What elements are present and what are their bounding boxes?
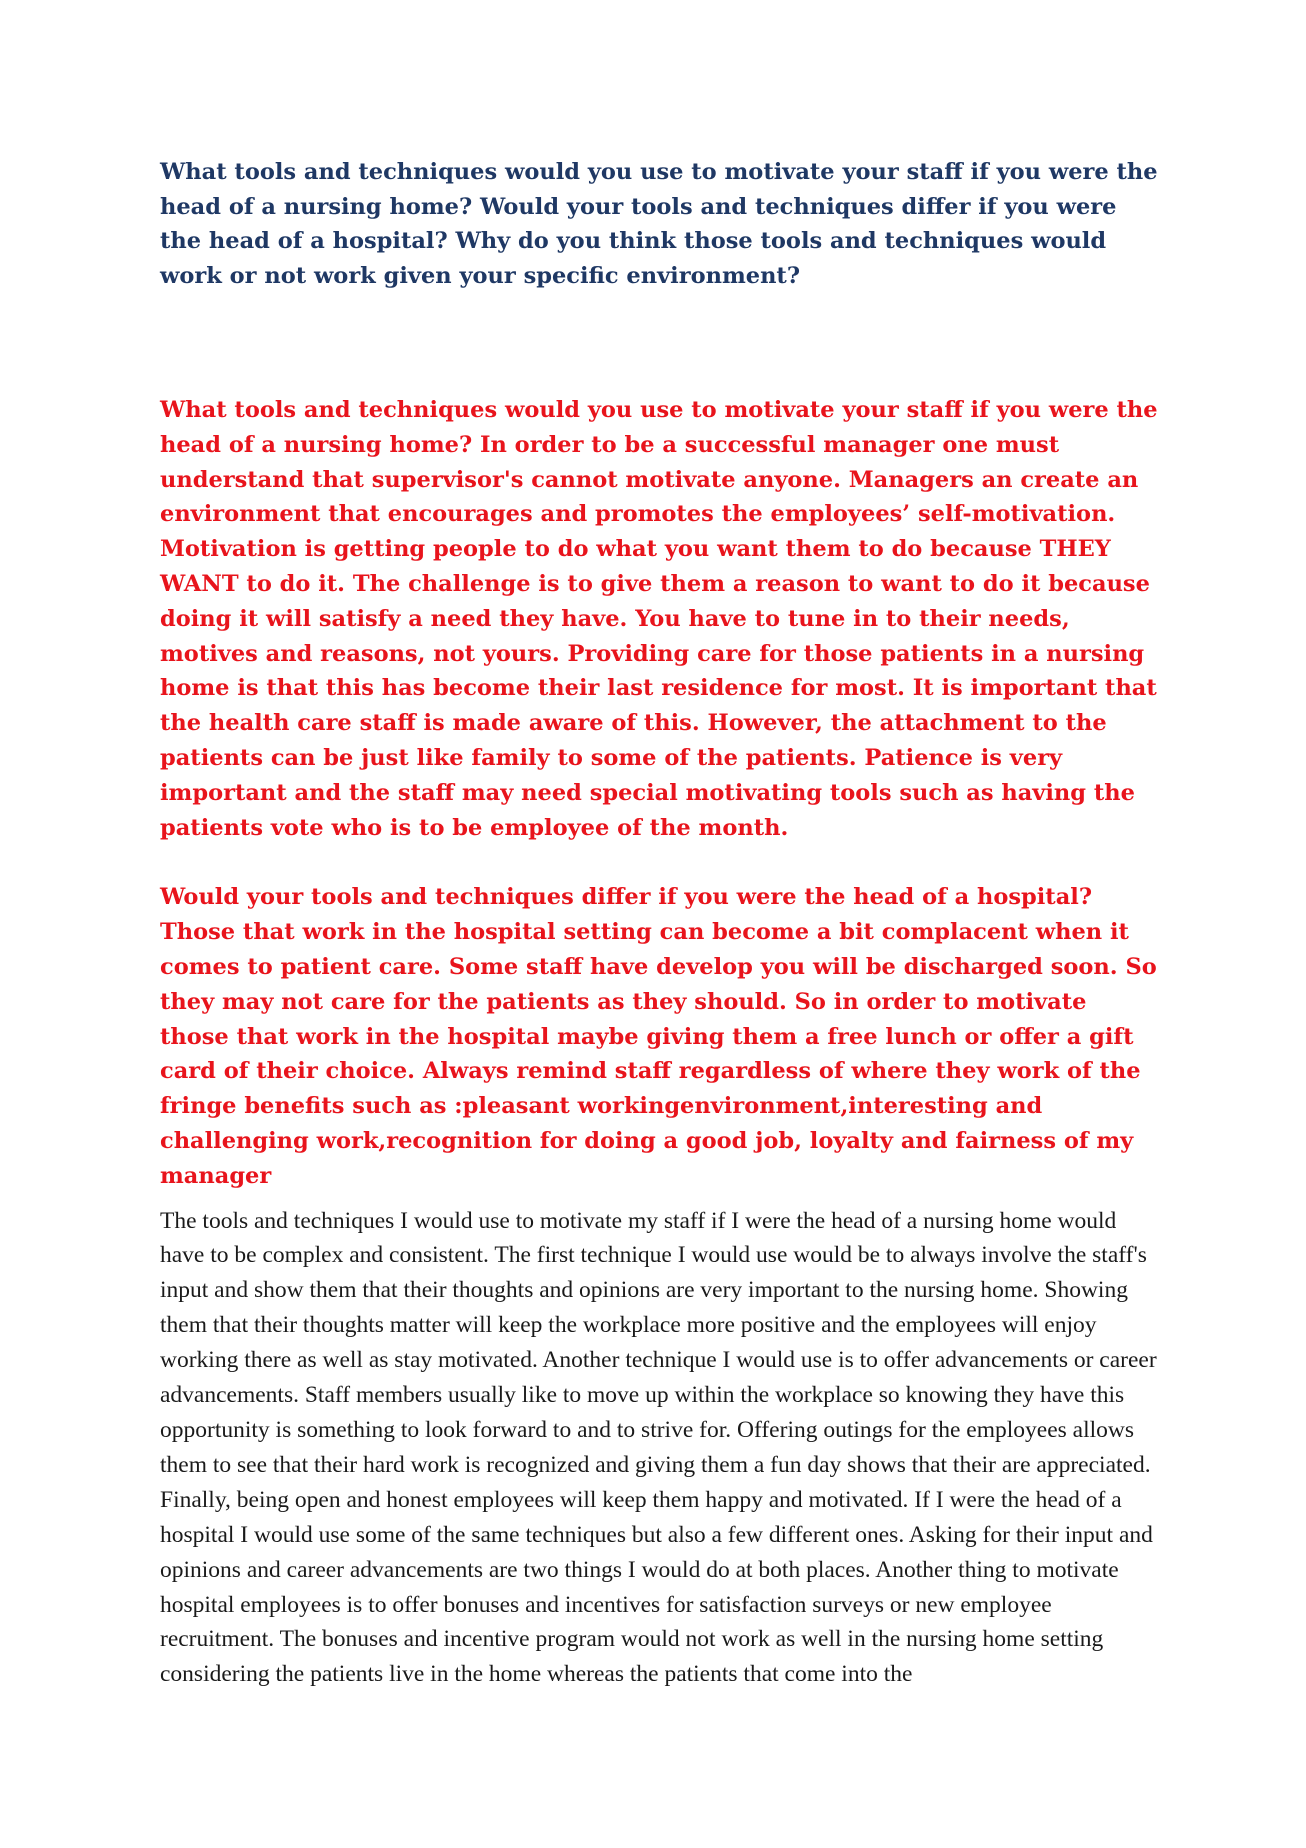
answer-paragraph-hospital: Would your tools and techniques differ if you were the head of a hospital? Those that work in the hospital setting can become a bit complacent when it comes to patient care. Some staff have develop you will be discharged soon. So they may not care for the patients as they should. So in order to motivate those that work in the hospital maybe giving them a free lunch or offer a gift card of their choice. Always remind staff regardless of where they work of the fringe benefits such as :pleasant workingenvironment,interesting and challenging work,recognition for doing a good job, loyalty and fairness of my manager bbox=[160, 884, 1157, 1189]
body-paragraph: The tools and techniques I would use to motivate my staff if I were the head of a nursing home would have to be complex and consistent. The first technique I would use would be to always involve the staff's input and show them that their thoughts and opinions are very important to the nursing home. Showing them that their thoughts matter will keep the workplace more positive and the employees will enjoy working there as well as stay motivated. Another technique I would use is to offer advancements or career advancements. Staff members usually like to move up within the workplace so knowing they have this opportunity is something to look forward to and to strive for. Offering outings for the employees allows them to see that their hard work is recognized and giving them a fun day shows that their are appreciated. Finally, being open and honest employees will keep them happy and motivated. If I were the head of a hospital I would use some of the same techniques but also a few different ones. Asking for their input and opinions and career advancements are two things I would do at both places. Another thing to motivate hospital employees is to offer bonuses and incentives for satisfaction surveys or new employee recruitment. The bonuses and incentive program would not work as well in the nursing home setting considering the patients live in the home whereas the patients that come into the bbox=[160, 1207, 1157, 1688]
document-page bbox=[160, 155, 1160, 1692]
question-paragraph: What tools and techniques would you use to motivate your staff if you were the head of a nursing home? Would your tools and techniques differ if you were the head of a hospital? Why do you think those tools and techniques would work or not work given your specific environment? bbox=[160, 159, 1158, 289]
answer-paragraph-nursing-home: What tools and techniques would you use to motivate your staff if you were the head of a nursing home? In order to be a successful manager one must understand that supervisor's cannot motivate anyone. Managers an create an environment that encourages and promotes the employees’ self-motivation. Motivation is getting people to do what you want them to do because THEY WANT to do it. The challenge is to give them a reason to want to do it because doing it will satisfy a need they have. You have to tune in to their needs, motives and reasons, not yours. Providing care for those patients in a nursing home is that this has become their last residence for most. It is important that the health care staff is made aware of this. However, the attachment to the patients can be just like family to some of the patients. Patience is very important and the staff may need special motivating tools such as having the patients vote who is to be employee of the month. bbox=[160, 397, 1158, 841]
